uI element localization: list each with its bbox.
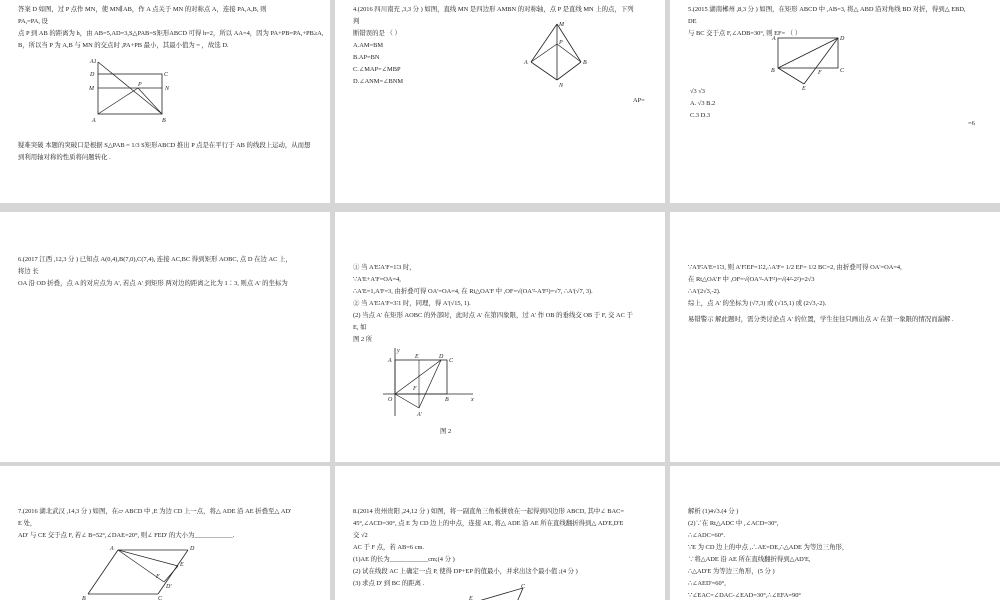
question-line: 4.(2016 四川南充 ,3,3 分 ) 如图，直线 MN 是四边形 AMBN 的对称轴，点 P 是直线 MN 上的点，下列 [353, 6, 634, 13]
label-b: B [445, 397, 449, 403]
label-c: C [164, 72, 169, 78]
text-line: 交 √2 [353, 532, 368, 539]
insight-line: 到利用轴对称的性质将问题转化 . [18, 154, 111, 161]
solution-line: (2)∵在 Rt△ADC 中 ,∠ACD=30°, [688, 520, 779, 527]
option-a: A.AM=BM [353, 42, 384, 49]
label-o: O [388, 397, 393, 403]
text-line: OA 沿 OD 折叠，点 A 的对应点为 A', 若点 A' 到矩形 两对边的距离之比为 1∶3, 则点 A' 的坐标为 [18, 280, 288, 287]
triangle-figure [465, 584, 545, 600]
label-c: C [449, 358, 454, 364]
label-e: E [415, 354, 419, 360]
question-line: 7.(2016 湖北武汉 ,14,3 分 ) 如图，在▱ ABCD 中 ,E 为边 CD 上一点，将△ ADE 沿 AE 折叠至△ AD' [18, 508, 292, 515]
options-line: √3 √3 [690, 88, 706, 95]
document-page-9 [670, 466, 1000, 600]
text-line: ∵A'F∶A'E=1∶3, 则 A'F∶EF=1∶2,∴A'F= 1/2 EF= 1/2 BC=2, 由折叠可得 OA'=OA=4, [688, 264, 902, 271]
text-line: 与 BC 交于点 F,∠ADB=30°, 则 EF= （ ） [688, 30, 802, 37]
insight-line: 疑难突破 本题的突破口是根据 S△PAB = 1/3 S矩形ABCD 推出 P 点是在平行于 AB 的线段上运动，从而想 [18, 142, 311, 149]
kite-figure [523, 18, 603, 88]
label-a-prime: A' [417, 412, 422, 418]
label-b: B [82, 596, 86, 600]
document-page-2 [335, 0, 665, 203]
document-page-1 [0, 0, 330, 203]
subquestion-3: (3) 求点 D' 到 BC 的距离 . [353, 580, 425, 587]
case-line: ② 当 A'E∶A'F=3∶1 时，同理，得 A'(√15, 1). [353, 300, 471, 307]
text-line: 点 P 到 AB 的距离为 h，由 AB=5,AD=3,S△PAB=S矩形ABCD 可得 h=2，所以 AA=4，因为 PA+PB=PA,+PB≥A, [18, 30, 324, 37]
subquestion-2: (2) 试在线段 AC 上确定一点 P, 使得 DP+EP 的值最小，并求出这个最小值 ;(4 分 ) [353, 568, 578, 575]
question-line: 8.(2014 贵州贵阳 ,24,12 分 ) 如图，将一副直角三角板拼放在一起得到四边形 ABCD, 其中∠ BAC= [353, 508, 624, 515]
case-line: ① 当 A'E∶A'F=1∶3 时， [353, 264, 416, 271]
label-f: F [413, 386, 417, 392]
document-page-7 [0, 466, 330, 600]
label-x: x [471, 397, 474, 403]
text-line: 判 [353, 18, 360, 25]
text-line: 断错误的是 （ ） [353, 30, 401, 37]
label-d-prime: D' [166, 584, 172, 590]
text-line: ∴A'E=1,A'F=3, 由折叠可得 OA'=OA=4, 在 Rt△OA'F 中 ,OF=√(OA'²-A'F²)=√7, ∴A'(√7, 3). [353, 288, 593, 295]
document-page-5 [335, 212, 665, 462]
label-a: A [388, 358, 392, 364]
question-line: 6.(2017 江西 ,12,3 分 ) 已知点 A(0,4),B(7,0),C(7,4), 连接 AC,BC 得到矩形 AOBC, 点 D 在边 AC 上， [18, 256, 292, 263]
label-n: N [559, 83, 564, 88]
solution-line: ∵将△ADE 沿 AE 所在直线翻折得到△AD'E, [688, 556, 811, 563]
label-d: D [840, 36, 845, 42]
options-line: A. √3 B.2 [690, 100, 716, 107]
document-page-8 [335, 466, 665, 600]
solution-line: 解析 (1)4√3.(4 分 ) [688, 508, 739, 515]
label-d: D [90, 72, 95, 78]
options-line: C.3 D.3 [690, 112, 711, 119]
coordinate-figure [377, 346, 477, 420]
answer-line: 答案 D 如图，过 P 点作 MN，使 MN∥AB，作 A 点关于 MN 的对称点 A，连接 PA,A,B, 则 [18, 6, 267, 13]
text-line: AC 于 F 点，若 AB=6 cm. [353, 544, 425, 551]
label-e: E [180, 562, 184, 568]
label-a1: A1 [90, 59, 97, 65]
label-c: C [840, 68, 845, 74]
option-d: D.∠ANM=∠BNM [353, 78, 403, 85]
text-line: 综上，点 A' 的坐标为 (√7,3) 或 (√15,1) 或 (2√3,-2). [688, 300, 827, 307]
label-c: C [158, 596, 163, 600]
figure-caption: 图 2 [440, 428, 452, 435]
label-b: B [771, 68, 775, 74]
label-p: P [138, 82, 142, 88]
label-b: B [162, 118, 166, 124]
solution-line: ∴∠ADC=60°. [688, 532, 726, 539]
text-line: ∴A'(2√3,-2). [688, 288, 721, 295]
text-line: DE [688, 18, 697, 25]
label-f: F [156, 574, 160, 580]
text-line: PA,=PA, 设 [18, 18, 48, 25]
warning-line: 易错警示 解此题时，需分类讨论点 A' 的位置，学生往往只画出点 A' 在第一象限的情况而漏解 . [688, 316, 954, 323]
text-line: B，所以当 P 为 A,B 与 MN 的交点时 ,PA+PB 最小，其最小值为 = ，故选 D. [18, 42, 229, 49]
text-line: 在 Rt△OA'F 中 ,OF=√(OA'²-A'F²)=√(4²-2²)=2√3 [688, 276, 815, 283]
solution-line: ∵E 为 CD 边上的中点 ,∴AE=DE,∴△ADE 为等边三角形， [688, 544, 849, 551]
label-a: A [110, 546, 114, 552]
text-line: E 处， [18, 520, 37, 527]
text-line: 45°,∠ACD=30°, 点 E 为 CD 边上的中点，连接 AE, 将△ ADE 沿 AE 所在直线翻折得到△ AD'E,D'E [353, 520, 624, 527]
solution-line: ∵∠EAC=∠DAC-∠EAD=30°,∴∠EFA=90° [688, 592, 801, 599]
label-f: F [818, 70, 822, 76]
label-e: E [802, 86, 806, 90]
solution-line: ∴∠AED'=60°, [688, 580, 726, 587]
solution-line: ∴△AD'E 为等边三角形，(5 分 ) [688, 568, 775, 575]
label-n: N [165, 86, 170, 92]
text-line: (2) 当点 A' 在矩形 AOBC 的外部时，此时点 A' 在第四象限，过 A' 作 OB 的垂线交 OB 于 F, 交 AC 于 [353, 312, 633, 319]
question-line: 5.(2015 湖南郴州 ,8,3 分 ) 如图，在矩形 ABCD 中 ,AB=3, 将△ ABD 沿对角线 BD 对折，得到△ EBD, [688, 6, 966, 13]
text-line: AD' 与 CE 交于点 F, 若∠ B=52°,∠DAE=20°, 则∠ FED' 的大小为____________. [18, 532, 235, 539]
document-page-3 [670, 0, 1000, 203]
label-m: M [89, 86, 94, 92]
label-p: P [559, 40, 563, 46]
rectangle-reflection-figure [68, 52, 188, 132]
label-e: E [469, 596, 473, 600]
subquestion-1: (1)AE 的长为____________cm;(4 分 ) [353, 556, 455, 563]
label-d: D [439, 354, 444, 360]
label-y: y [397, 348, 400, 354]
label-c: C [521, 584, 526, 590]
side-note: =6 [968, 120, 975, 127]
parallelogram-figure [78, 542, 198, 600]
label-a: A [772, 36, 776, 42]
text-line: ∵A'E+A'F=OA=4, [353, 276, 401, 283]
text-line: E, 如 [353, 324, 367, 331]
label-b: B [583, 60, 587, 66]
text-line: 将边 长 [18, 268, 39, 275]
label-a: A [524, 60, 528, 66]
side-note: AP= [633, 97, 645, 104]
text-line: 图 2 所 [353, 336, 373, 343]
document-page-6 [670, 212, 1000, 462]
option-b: B.AP=BN [353, 54, 380, 61]
option-c: C.∠MAP=∠MBP [353, 66, 401, 73]
label-m: M [559, 22, 564, 28]
label-a: A [92, 118, 96, 124]
folded-rectangle-figure [770, 32, 850, 90]
document-page-4 [0, 212, 330, 462]
label-d: D [190, 546, 195, 552]
